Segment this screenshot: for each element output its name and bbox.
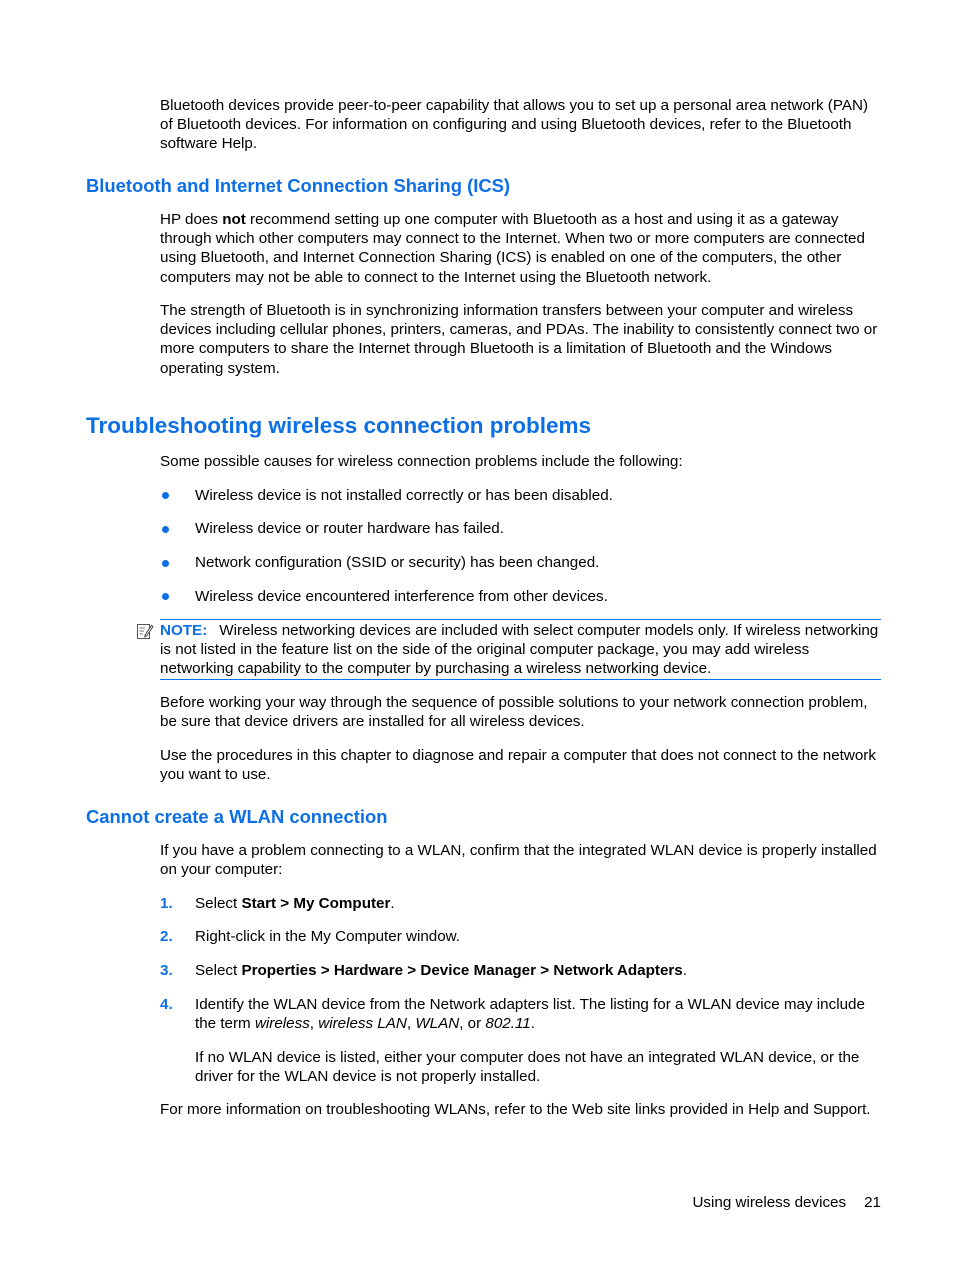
- closing-paragraph: For more information on troubleshooting WLANs, refer to the Web site links provided in Help and Support.: [160, 1101, 871, 1118]
- ics-paragraph-2: The strength of Bluetooth is in synchronizing information transfers between your computer and wireless devices including cellular phones, printers, cameras, and PDAs. The inability to consistently connect two or more computers to share the Internet through Bluetooth is a limitation of Bluetooth and the Windows operating system.: [160, 302, 878, 377]
- note-body: Wireless networking devices are included with select computer models only. If wireless networking is not listed in the feature list on the side of the original computer package, you may add wireless networking capability to the computer by purchasing a wireless networking device.: [160, 622, 879, 678]
- page-footer: [692, 1193, 881, 1212]
- ics-p1-post: recommend setting up one computer with Bluetooth as a host and using it as a gateway through which other computers may connect to the Internet. When two or more computers are connected using Bluetooth, and Internet Connection Sharing (ICS) is enabled on one of the computers, the other computers may not be able to connect to the Internet using the Bluetooth network.: [160, 211, 865, 286]
- step-4-sep-1: ,: [309, 1015, 319, 1033]
- step-4-term-1: wireless: [254, 1015, 310, 1033]
- bullet-item: Wireless device is not installed correctly or has been disabled.: [195, 487, 613, 504]
- use-procedures-paragraph: Use the procedures in this chapter to diagnose and repair a computer that does not connect to the network you want to use.: [160, 747, 876, 784]
- footer-section-title: Using wireless devices: [692, 1194, 847, 1211]
- note-label: NOTE:: [160, 622, 208, 639]
- before-working-paragraph: Before working your way through the sequence of possible solutions to your network connection problem, be sure that device drivers are installed for all wireless devices.: [160, 694, 868, 731]
- ics-heading: Bluetooth and Internet Connection Sharing (ICS): [86, 175, 510, 196]
- note-pencil-icon: [136, 622, 154, 640]
- step-number: 4.: [160, 996, 173, 1013]
- step-4-sep-2: ,: [406, 1015, 416, 1033]
- step-1: [195, 894, 885, 913]
- step-3: [195, 961, 885, 980]
- step-2: Right-click in the My Computer window.: [195, 928, 461, 945]
- step-number: 2.: [160, 928, 173, 945]
- step-1-bold: Start > My Computer: [241, 895, 391, 912]
- note-top-rule: [160, 619, 881, 620]
- step-4-pre: Identify the WLAN device from the Network adapters list. The listing for a WLAN device may include the term: [195, 996, 865, 1033]
- wlan-heading: Cannot create a WLAN connection: [86, 806, 388, 827]
- step-4-followup: If no WLAN device is listed, either your computer does not have an integrated WLAN device, or the driver for the WLAN device is not properly installed.: [195, 1049, 860, 1086]
- wlan-intro: If you have a problem connecting to a WLAN, confirm that the integrated WLAN device is properly installed on your computer:: [160, 842, 877, 879]
- troubleshooting-intro: Some possible causes for wireless connection problems include the following:: [160, 453, 683, 470]
- step-number: 3.: [160, 962, 173, 979]
- bullet-item: Network configuration (SSID or security) has been changed.: [195, 554, 600, 571]
- intro-paragraph: Bluetooth devices provide peer-to-peer capability that allows you to set up a personal area network (PAN) of Bluetooth devices. For information on configuring and using Bluetooth devices, refer to the Bluetooth software Help.: [160, 97, 869, 153]
- ics-p1-pre: HP does: [160, 211, 223, 228]
- bullet-dot-icon: [162, 492, 169, 499]
- note-text: [160, 621, 881, 679]
- bullet-item: Wireless device or router hardware has failed.: [195, 520, 504, 537]
- step-4-term-3: WLAN: [415, 1015, 460, 1033]
- page-number: 21: [864, 1194, 881, 1211]
- step-4-post: .: [530, 1015, 535, 1033]
- step-1-post: .: [390, 895, 395, 912]
- ics-p1-bold: not: [222, 211, 246, 228]
- bullet-dot-icon: [162, 560, 169, 567]
- note-bottom-rule: [160, 679, 881, 680]
- ics-paragraph-1: [160, 210, 884, 287]
- step-3-pre: Select: [195, 962, 242, 979]
- troubleshooting-heading: Troubleshooting wireless connection problems: [86, 413, 592, 438]
- step-4: [195, 995, 885, 1033]
- bullet-dot-icon: [162, 526, 169, 533]
- step-4-term-4: 802.11: [485, 1015, 531, 1033]
- step-number: 1.: [160, 895, 173, 912]
- step-3-post: .: [682, 962, 687, 979]
- bullet-item: Wireless device encountered interference from other devices.: [195, 588, 608, 605]
- step-4-sep-3: , or: [459, 1015, 486, 1033]
- step-3-bold: Properties > Hardware > Device Manager > Network Adapters: [241, 962, 683, 979]
- step-1-pre: Select: [195, 895, 242, 912]
- bullet-dot-icon: [162, 593, 169, 600]
- step-4-term-2: wireless LAN: [318, 1015, 407, 1033]
